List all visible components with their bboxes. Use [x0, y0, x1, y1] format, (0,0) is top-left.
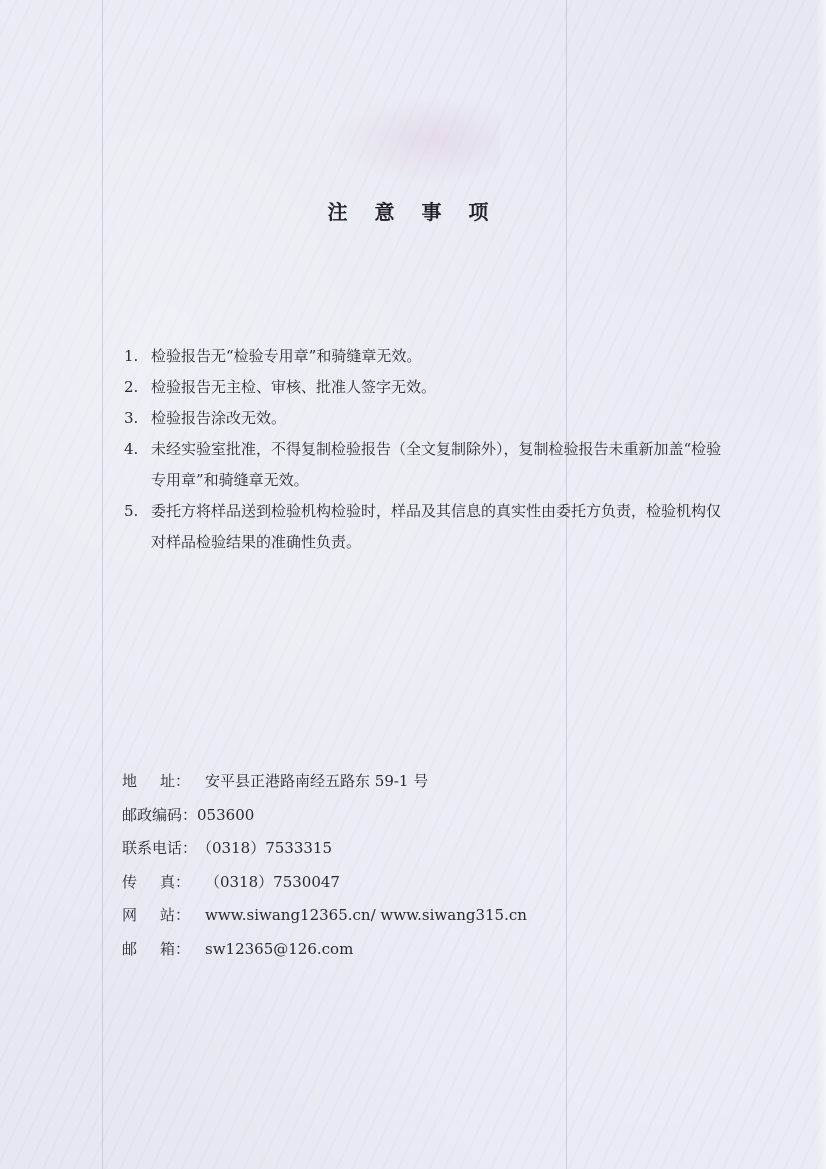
note-item [124, 434, 724, 496]
note-item [124, 403, 724, 434]
email-label [122, 933, 190, 967]
phone-value: （0318）7533315 [197, 839, 332, 857]
note-item [124, 372, 724, 403]
fax-row [122, 866, 527, 900]
note-number: 3. [124, 409, 139, 427]
fax-label-char: 真： [159, 872, 190, 891]
website-label-char: 站： [159, 906, 190, 924]
address-label-char: 址： [159, 772, 190, 790]
website-value: www.siwang12365.cn/ www.siwang315.cn [205, 906, 527, 924]
paper-edge [816, 0, 826, 1169]
postcode-row [122, 799, 527, 833]
note-text: 检验报告涂改无效。 [151, 409, 287, 427]
email-row [122, 933, 527, 967]
website-label [122, 899, 190, 933]
note-text: 委托方将样品送到检验机构检验时，样品及其信息的真实性由委托方负责，检验机构仅对样品检验结果的准确性负责。 [151, 502, 722, 551]
address-value: 安平县正港路南经五路东 59-1 号 [205, 772, 429, 790]
postcode-label: 邮政编码： [122, 805, 198, 824]
note-item [124, 341, 724, 372]
email-label-char: 箱： [159, 939, 190, 958]
fax-label [122, 866, 190, 900]
email-value: sw12365@126.com [205, 939, 354, 958]
note-number: 4. [124, 440, 139, 458]
note-number: 1. [124, 347, 139, 365]
contact-info [122, 765, 527, 966]
note-text: 检验报告无“检验专用章”和骑缝章无效。 [151, 347, 422, 365]
website-row [122, 899, 527, 933]
notes-list [124, 341, 724, 558]
website-label-char: 网 [122, 906, 138, 924]
postcode-value: 053600 [197, 805, 255, 824]
note-text: 检验报告无主检、审核、批准人签字无效。 [151, 378, 437, 396]
phone-label: 联系电话： [122, 839, 198, 857]
phone-row [122, 832, 527, 866]
page-title: 注 意 事 项 [327, 200, 499, 224]
note-number: 5. [124, 502, 139, 520]
address-row [122, 765, 527, 799]
address-label-char: 地 [122, 772, 138, 790]
fax-value: （0318）7530047 [205, 872, 340, 891]
note-number: 2. [124, 378, 139, 396]
faded-stamp-mark [330, 95, 500, 185]
note-text: 未经实验室批准，不得复制检验报告（全文复制除外），复制检验报告未重新加盖“检验专用章”和骑缝章无效。 [151, 440, 722, 489]
fold-line-right [566, 0, 567, 1169]
note-item [124, 496, 724, 558]
email-label-char: 邮 [122, 939, 138, 958]
address-label [122, 765, 190, 799]
fold-line-left [102, 0, 103, 1169]
fax-label-char: 传 [122, 872, 138, 891]
